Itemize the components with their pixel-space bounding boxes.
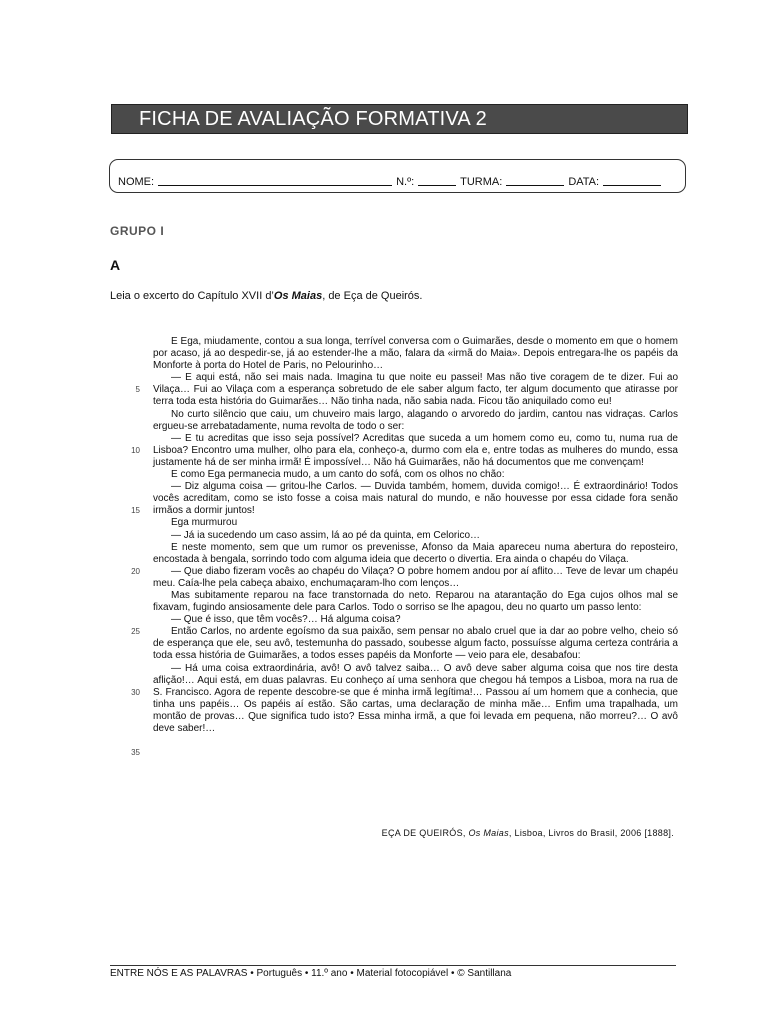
excerpt-paragraph: E Ega, miudamente, contou a sua longa, terrível conversa com o Guimarães, desde o momento em que o homem por acaso, já ao despedir-se, já ao estender-lhe a mão, falara da «irmã do Maia». Depois entregara-lhe os papéis da Monforte à porta do Hotel de Paris, no Pelourinho… bbox=[153, 336, 678, 372]
title-banner bbox=[111, 104, 688, 134]
line-number: 20 bbox=[131, 566, 140, 576]
instruction-text bbox=[110, 290, 422, 302]
instruction-after: , de Eça de Queirós. bbox=[322, 290, 423, 302]
excerpt-paragraph: — Que é isso, que têm vocês?… Há alguma coisa? bbox=[171, 614, 401, 626]
instruction-before: Leia o excerto do Capítulo XVII d’ bbox=[110, 290, 274, 302]
id-fields bbox=[118, 175, 665, 188]
excerpt-paragraph: — E aqui está, não sei mais nada. Imagina tu que noite eu passei! Mas não tive coragem de te dizer. Fui ao Vilaça… Fui ao Vilaça com a esperança sobretudo de ele saber algum facto, ter algum documento que atirasse por terra toda esta história do Guimarães… Não tinha nada, não sabia nada. Ficou tão aniquilado como eu! bbox=[153, 372, 678, 408]
name-label: NOME: bbox=[118, 176, 155, 188]
student-id-box bbox=[109, 159, 686, 193]
source-work: Os Maias bbox=[468, 828, 509, 838]
page-title: FICHA DE AVALIAÇÃO FORMATIVA 2 bbox=[139, 108, 487, 130]
footer-text: ENTRE NÓS E AS PALAVRAS • Português • 11.º ano • Material fotocopiável • © Santillana bbox=[110, 968, 512, 979]
line-number: 30 bbox=[131, 687, 140, 697]
excerpt-paragraph: — Diz alguma coisa — gritou-lhe Carlos. — Duvida também, homem, duvida comigo!… É extraordinário! Todos vocês acreditam, como se isto fosse a coisa mais natural do mundo, e não houvesse por essa cidade fora senão irmãos a dormir juntos! bbox=[153, 481, 678, 517]
date-label: DATA: bbox=[568, 176, 600, 188]
section-heading: A bbox=[110, 257, 121, 273]
excerpt-paragraph: E como Ega permanecia mudo, a um canto do sofá, com os olhos no chão: bbox=[171, 469, 505, 481]
line-number: 5 bbox=[135, 385, 140, 395]
excerpt-paragraph: No curto silêncio que caiu, um chuveiro mais largo, alagando o arvoredo do jardim, cantou nas vidraças. Carlos ergueu-se arrebatadamente, numa revolta de todo o ser: bbox=[153, 408, 678, 432]
number-field[interactable] bbox=[418, 175, 456, 186]
group-heading: GRUPO I bbox=[110, 224, 165, 238]
excerpt-paragraph: E neste momento, sem que um rumor os prevenisse, Afonso da Maia apareceu numa abertura do reposteiro, encostada à bengala, sorrindo todo com alguma ideia que decerto o divertia. Era ainda o chapéu do Vilaça. bbox=[153, 541, 678, 565]
source-citation bbox=[382, 828, 674, 838]
line-number: 35 bbox=[131, 748, 140, 758]
line-number: 25 bbox=[131, 627, 140, 637]
excerpt-paragraph: Ega murmurou bbox=[171, 517, 238, 529]
instruction-work: Os Maias bbox=[273, 290, 323, 302]
excerpt-paragraph: Mas subitamente reparou na face transtornada do neto. Reparou na atarantação do Ega cujos olhos mal se fixavam, fugindo ansiosamente dele para Carlos. Todo o sorriso se lhe apagou, deu no quarto um passo lento: bbox=[153, 589, 678, 614]
excerpt-paragraph: — E tu acreditas que isso seja possível? Acreditas que suceda a um homem como eu, como tu, numa rua de Lisboa? Encontro uma mulher, olho para ela, conheço-a, durmo com ela e, entre todas as mulheres do mundo, essa justamente há de ser minha irmã! É impossível… Não há Guimarães, não há documentos que me convençam! bbox=[153, 432, 678, 468]
excerpt-text bbox=[153, 336, 678, 735]
excerpt-paragraph: — Já ia sucedendo um caso assim, lá ao pé da quinta, em Celorico… bbox=[171, 529, 481, 541]
source-author: EÇA DE QUEIRÓS, bbox=[381, 828, 469, 838]
source-details: , Lisboa, Livros do Brasil, 2006 [1888]. bbox=[508, 828, 674, 838]
excerpt-paragraph: Então Carlos, no ardente egoísmo da sua paixão, sem pensar no abalo cruel que ia dar ao pobre velho, cheio só de esperança que ele, seu avô, testemunha do passado, soubesse algum facto, possuísse alguma certeza contrária a toda essa história de Guimarães, a todos esses papéis da Monforte — veio para ele, desabafou: bbox=[153, 626, 678, 662]
date-field[interactable] bbox=[603, 175, 661, 186]
class-label: TURMA: bbox=[460, 176, 503, 188]
excerpt-paragraph: — Que diabo fizeram vocês ao chapéu do Vilaça? O pobre homem andou por aí aflito… Teve de levar um chapéu meu. Caía-lhe pela cabeça abaixo, enchumaçaram-lho com lenços… bbox=[153, 565, 678, 589]
line-number: 10 bbox=[131, 445, 140, 455]
excerpt-paragraph: — Há uma coisa extraordinária, avô! O avô talvez saiba… O avô deve saber alguma coisa que nos tire desta aflição!… Aqui está, em duas palavras. Eu conheço aí uma senhora que chegou há tempos a Lisboa, mora na rua de S. Francisco. Agora de repente descobre-se que é minha irmã legítima!… Passou aí um homem que a conhecia, que tinha uns papéis… Os papéis aí estão. São cartas, uma declaração de minha mãe… Enfim uma trapalhada, um montão de provas… Que significa tudo isto? Essa minha irmã, a que foi levada em pequena, não morreu?… O avô deve saber!… bbox=[153, 662, 678, 734]
footer-divider bbox=[110, 965, 676, 966]
name-field[interactable] bbox=[158, 175, 392, 186]
number-label: N.º: bbox=[396, 176, 415, 188]
line-number: 15 bbox=[131, 506, 140, 516]
class-field[interactable] bbox=[506, 175, 564, 186]
